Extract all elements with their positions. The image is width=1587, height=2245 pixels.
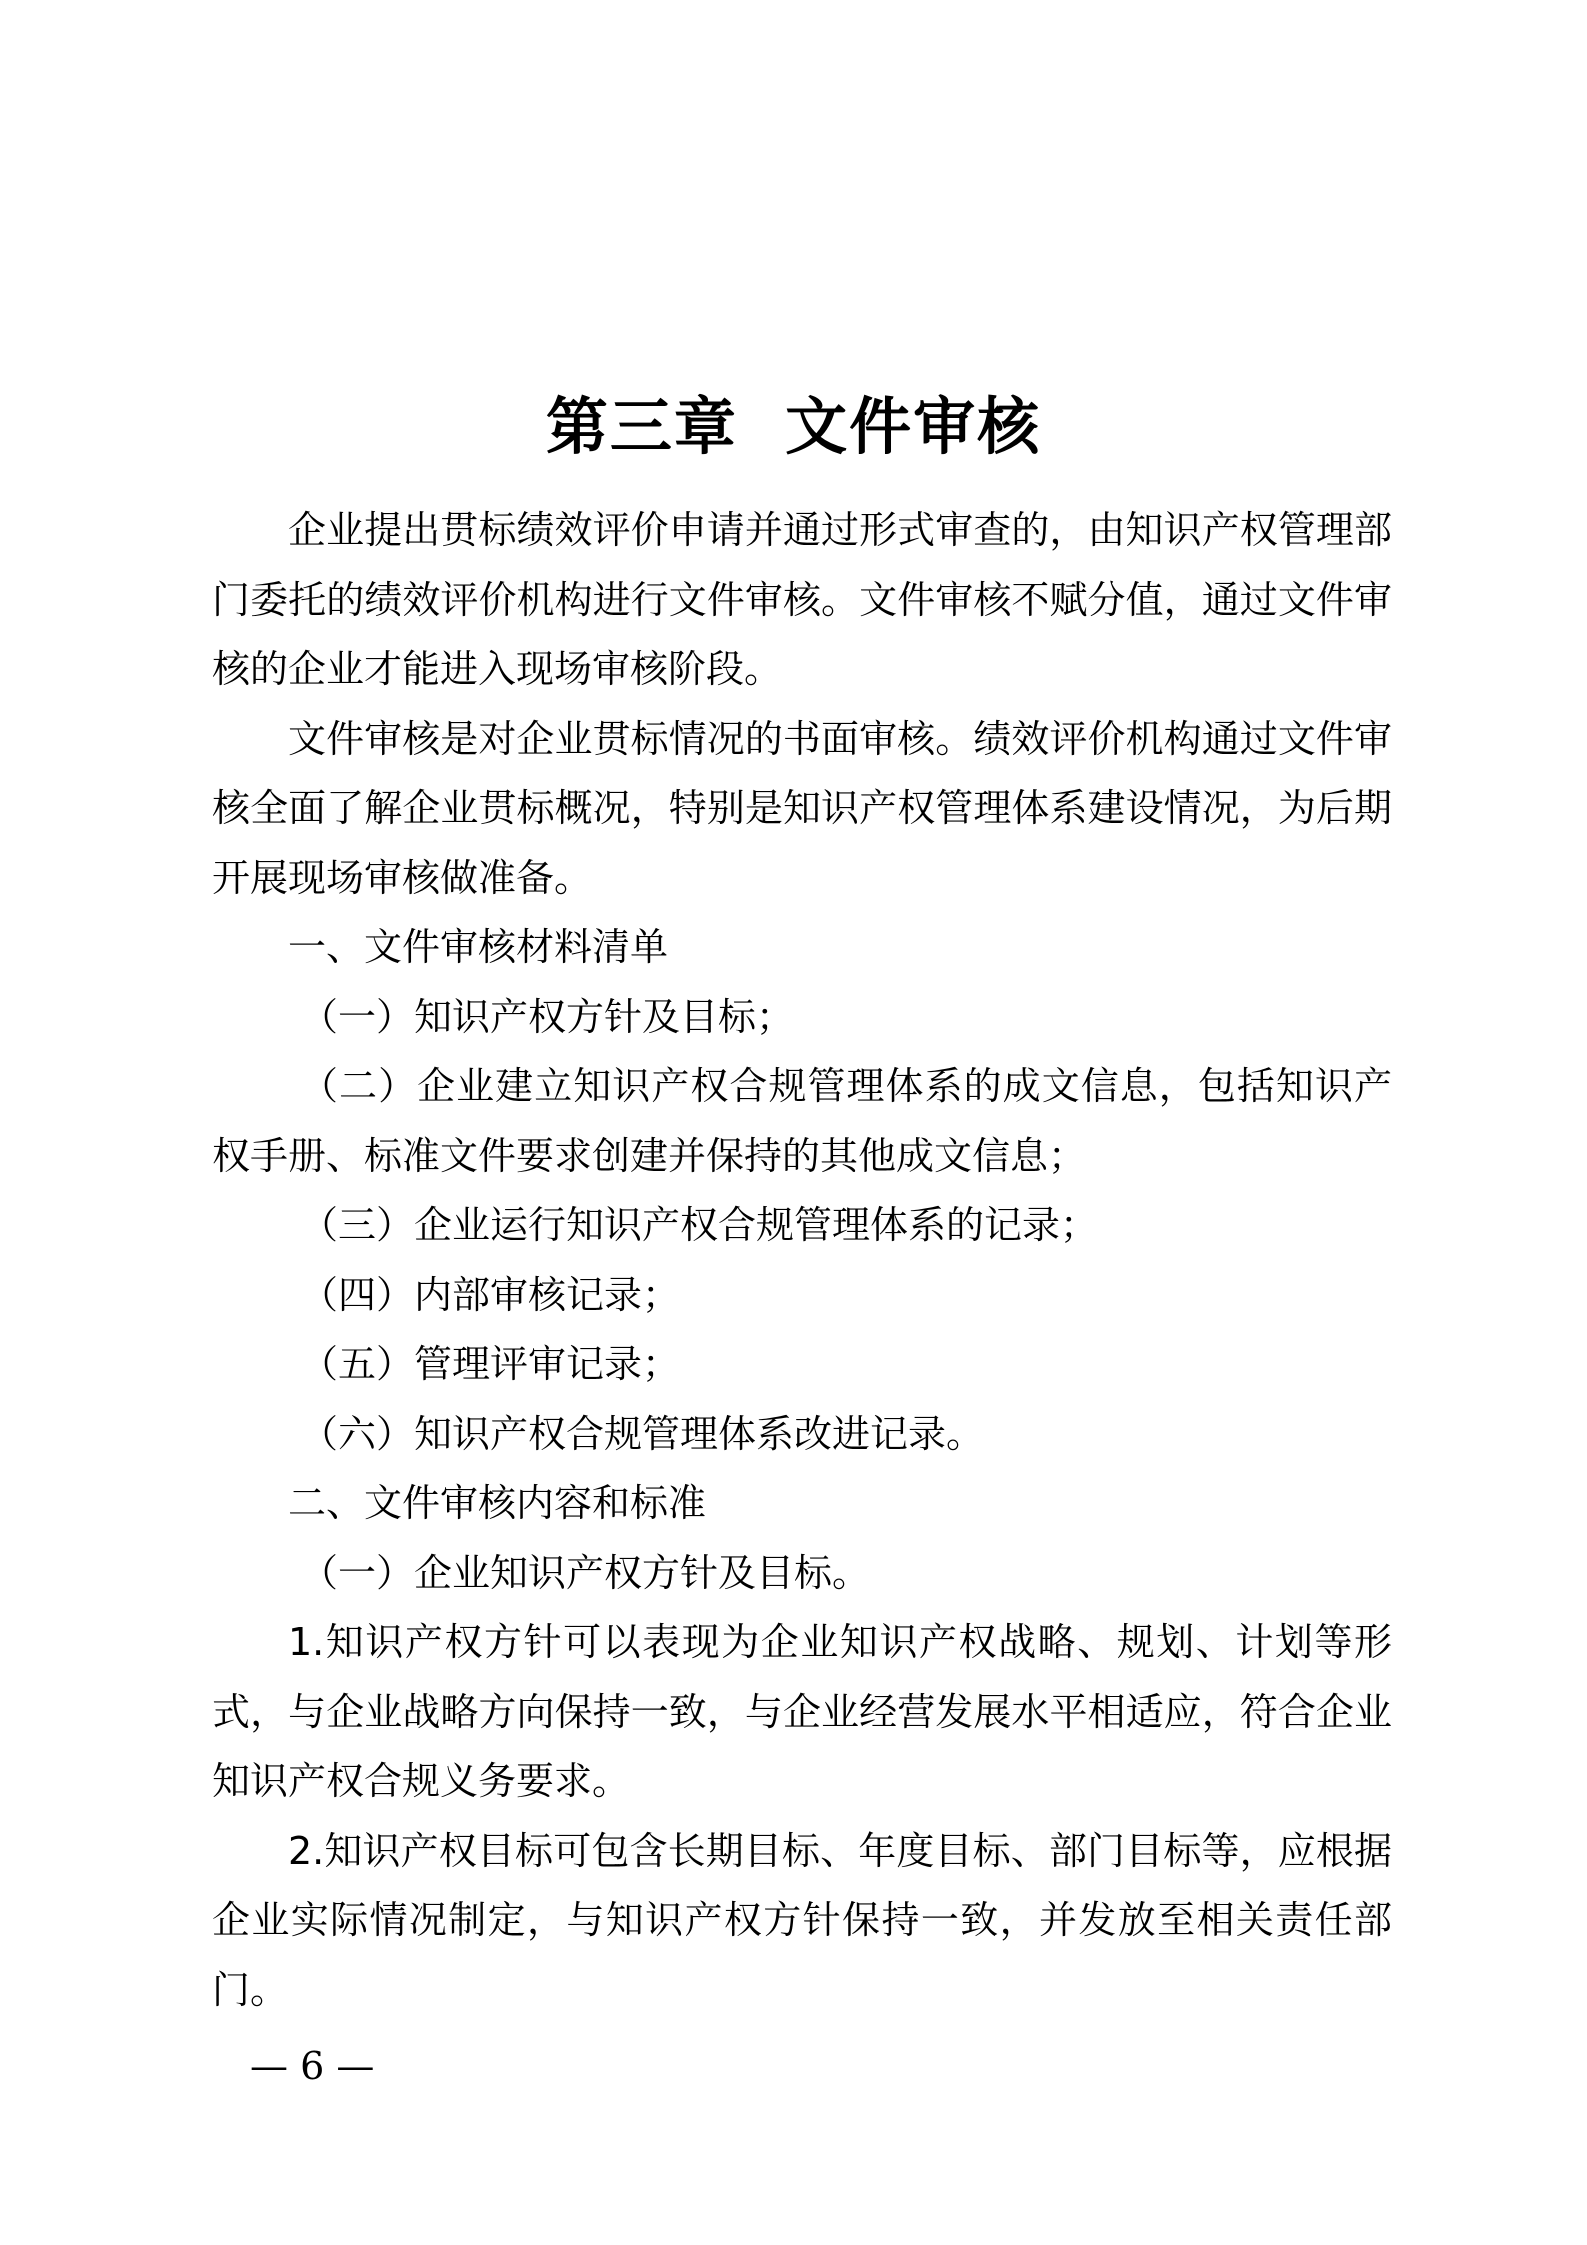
list-item-materials-6: （六）知识产权合规管理体系改进记录。: [300, 1411, 985, 1456]
section-heading-content: 二、文件审核内容和标准: [288, 1481, 707, 1525]
list-item-materials-4: （四）内部审核记录；: [300, 1272, 681, 1317]
paragraph-overview: 文件审核是对企业贯标情况的书面审核。绩效评价机构通过文件审核全面了解企业贯标概况，特别是知识产权管理体系建设情况，为后期开展现场审核做准备。: [212, 716, 1392, 900]
chapter-title: 第三章 文件审核: [545, 389, 1042, 463]
paragraph-intro: 企业提出贯标绩效评价申请并通过形式审查的，由知识产权管理部门委托的绩效评价机构进行文件审核。文件审核不赋分值，通过文件审核的企业才能进入现场审核阶段。: [212, 508, 1392, 691]
list-item-materials-5: （五）管理评审记录；: [300, 1342, 681, 1386]
section-heading-materials: 一、文件审核材料清单: [288, 925, 669, 969]
list-item-materials-3: （三）企业运行知识产权合规管理体系的记录；: [300, 1203, 1099, 1247]
document-body: [212, 496, 1392, 2025]
list-item-materials-1: （一）知识产权方针及目标；: [300, 994, 795, 1039]
subsection-heading-policy: （一）企业知识产权方针及目标。: [300, 1550, 871, 1595]
page-number: — 6 —: [250, 2044, 375, 2088]
paragraph-policy-2: 2.知识产权目标可包含长期目标、年度目标、部门目标等，应根据企业实际情况制定，与知识产权方针保持一致，并发放至相关责任部门。: [212, 1828, 1392, 2012]
list-item-materials-2: （二）企业建立知识产权合规管理体系的成文信息，包括知识产权手册、标准文件要求创建并保持的其他成文信息；: [212, 1064, 1392, 1178]
paragraph-policy-1: 1.知识产权方针可以表现为企业知识产权战略、规划、计划等形式，与企业战略方向保持一致，与企业经营发展水平相适应，符合企业知识产权合规义务要求。: [212, 1620, 1392, 1803]
